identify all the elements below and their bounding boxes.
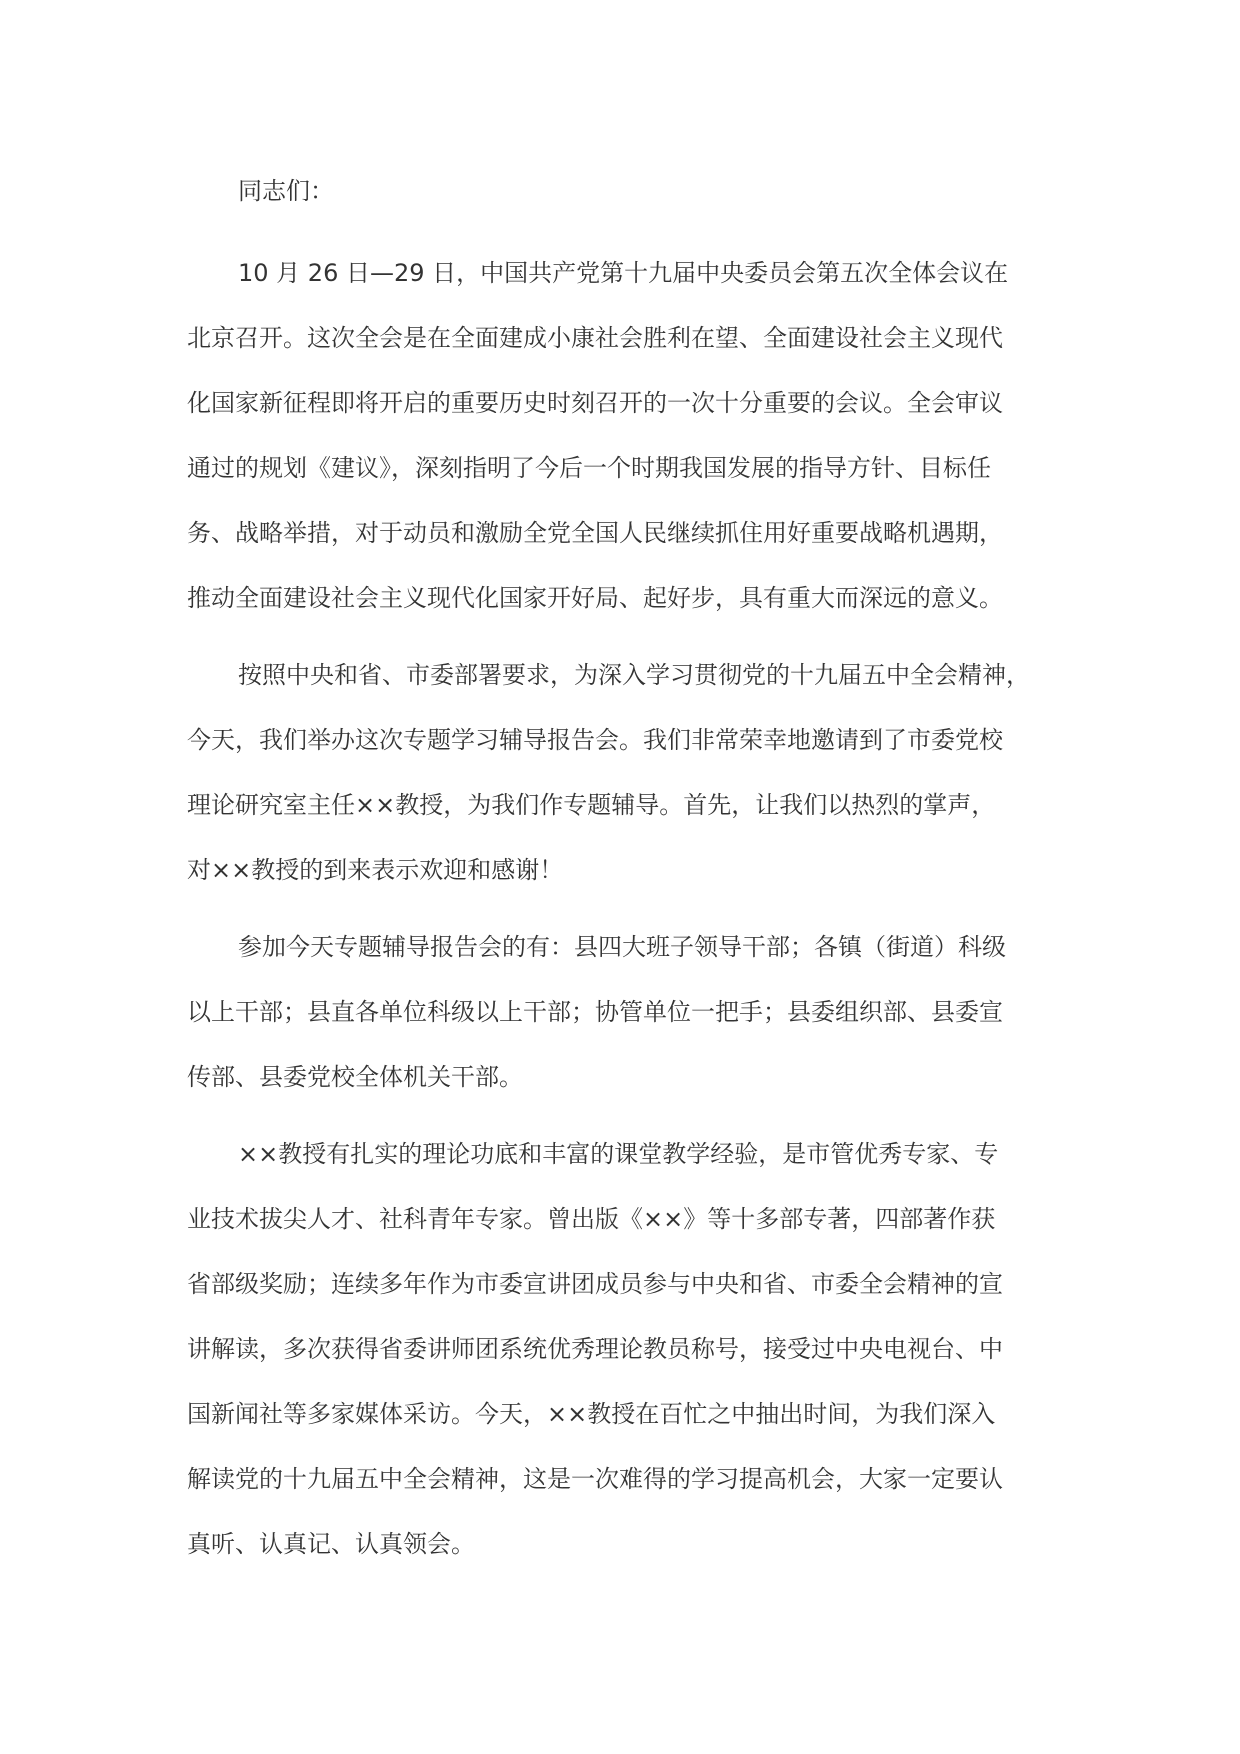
greeting: 同志们：	[238, 177, 334, 205]
paragraph-line: 今天，我们举办这次专题学习辅导报告会。我们非常荣幸地邀请到了市委党校	[187, 726, 1003, 754]
paragraph-line: 化国家新征程即将开启的重要历史时刻召开的一次十分重要的会议。全会审议	[187, 389, 1003, 417]
paragraph-line: 讲解读，多次获得省委讲师团系统优秀理论教员称号，接受过中央电视台、中	[187, 1335, 1003, 1363]
paragraph-line: 北京召开。这次全会是在全面建成小康社会胜利在望、全面建设社会主义现代	[187, 324, 1003, 352]
greeting-paragraph	[187, 176, 1067, 206]
paragraph-line: 解读党的十九届五中全会精神，这是一次难得的学习提高机会，大家一定要认	[187, 1465, 1003, 1493]
paragraph-line: 以上干部；县直各单位科级以上干部；协管单位一把手；县委组织部、县委宣	[187, 998, 1003, 1026]
paragraph-line: ××教授有扎实的理论功底和丰富的课堂教学经验，是市管优秀专家、专	[238, 1140, 999, 1168]
paragraph-attendees	[187, 932, 1067, 1092]
paragraph-line: 国新闻社等多家媒体采访。今天，××教授在百忙之中抽出时间，为我们深入	[187, 1400, 996, 1428]
paragraph-line: 参加今天专题辅导报告会的有：县四大班子领导干部；各镇（街道）科级	[238, 933, 1006, 961]
paragraph-line: 务、战略举措，对于动员和激励全党全国人民继续抓住用好重要战略机遇期，	[187, 519, 1003, 547]
paragraph-meeting-purpose	[187, 660, 1067, 885]
paragraph-gap	[187, 241, 1067, 258]
paragraph-line: 真听、认真记、认真领会。	[187, 1530, 475, 1558]
paragraph-line: 理论研究室主任××教授，为我们作专题辅导。首先，让我们以热烈的掌声，	[187, 791, 996, 819]
paragraph-line: 对××教授的到来表示欢迎和感谢！	[187, 856, 564, 884]
paragraph-line: 按照中央和省、市委部署要求，为深入学习贯彻党的十九届五中全会精神，	[238, 661, 1030, 689]
paragraph-line: 传部、县委党校全体机关干部。	[187, 1063, 523, 1091]
paragraph-gap	[187, 920, 1067, 932]
paragraph-line: 推动全面建设社会主义现代化国家开好局、起好步，具有重大而深远的意义。	[187, 584, 1003, 612]
paragraph-line: 通过的规划《建议》，深刻指明了今后一个时期我国发展的指导方针、目标任	[187, 454, 991, 482]
paragraph-line: 业技术拔尖人才、社科青年专家。曾出版《××》等十多部专著，四部著作获	[187, 1205, 996, 1233]
paragraph-speaker-introduction	[187, 1139, 1067, 1559]
paragraph-gap	[187, 648, 1067, 660]
paragraph-line: 省部级奖励；连续多年作为市委宣讲团成员参与中央和省、市委全会精神的宣	[187, 1270, 1003, 1298]
paragraph-plenary-session	[187, 258, 1067, 613]
paragraph-line: 10 月 26 日—29 日，中国共产党第十九届中央委员会第五次全体会议在	[238, 259, 1009, 287]
paragraph-gap	[187, 1127, 1067, 1139]
document-page	[187, 176, 1067, 1594]
